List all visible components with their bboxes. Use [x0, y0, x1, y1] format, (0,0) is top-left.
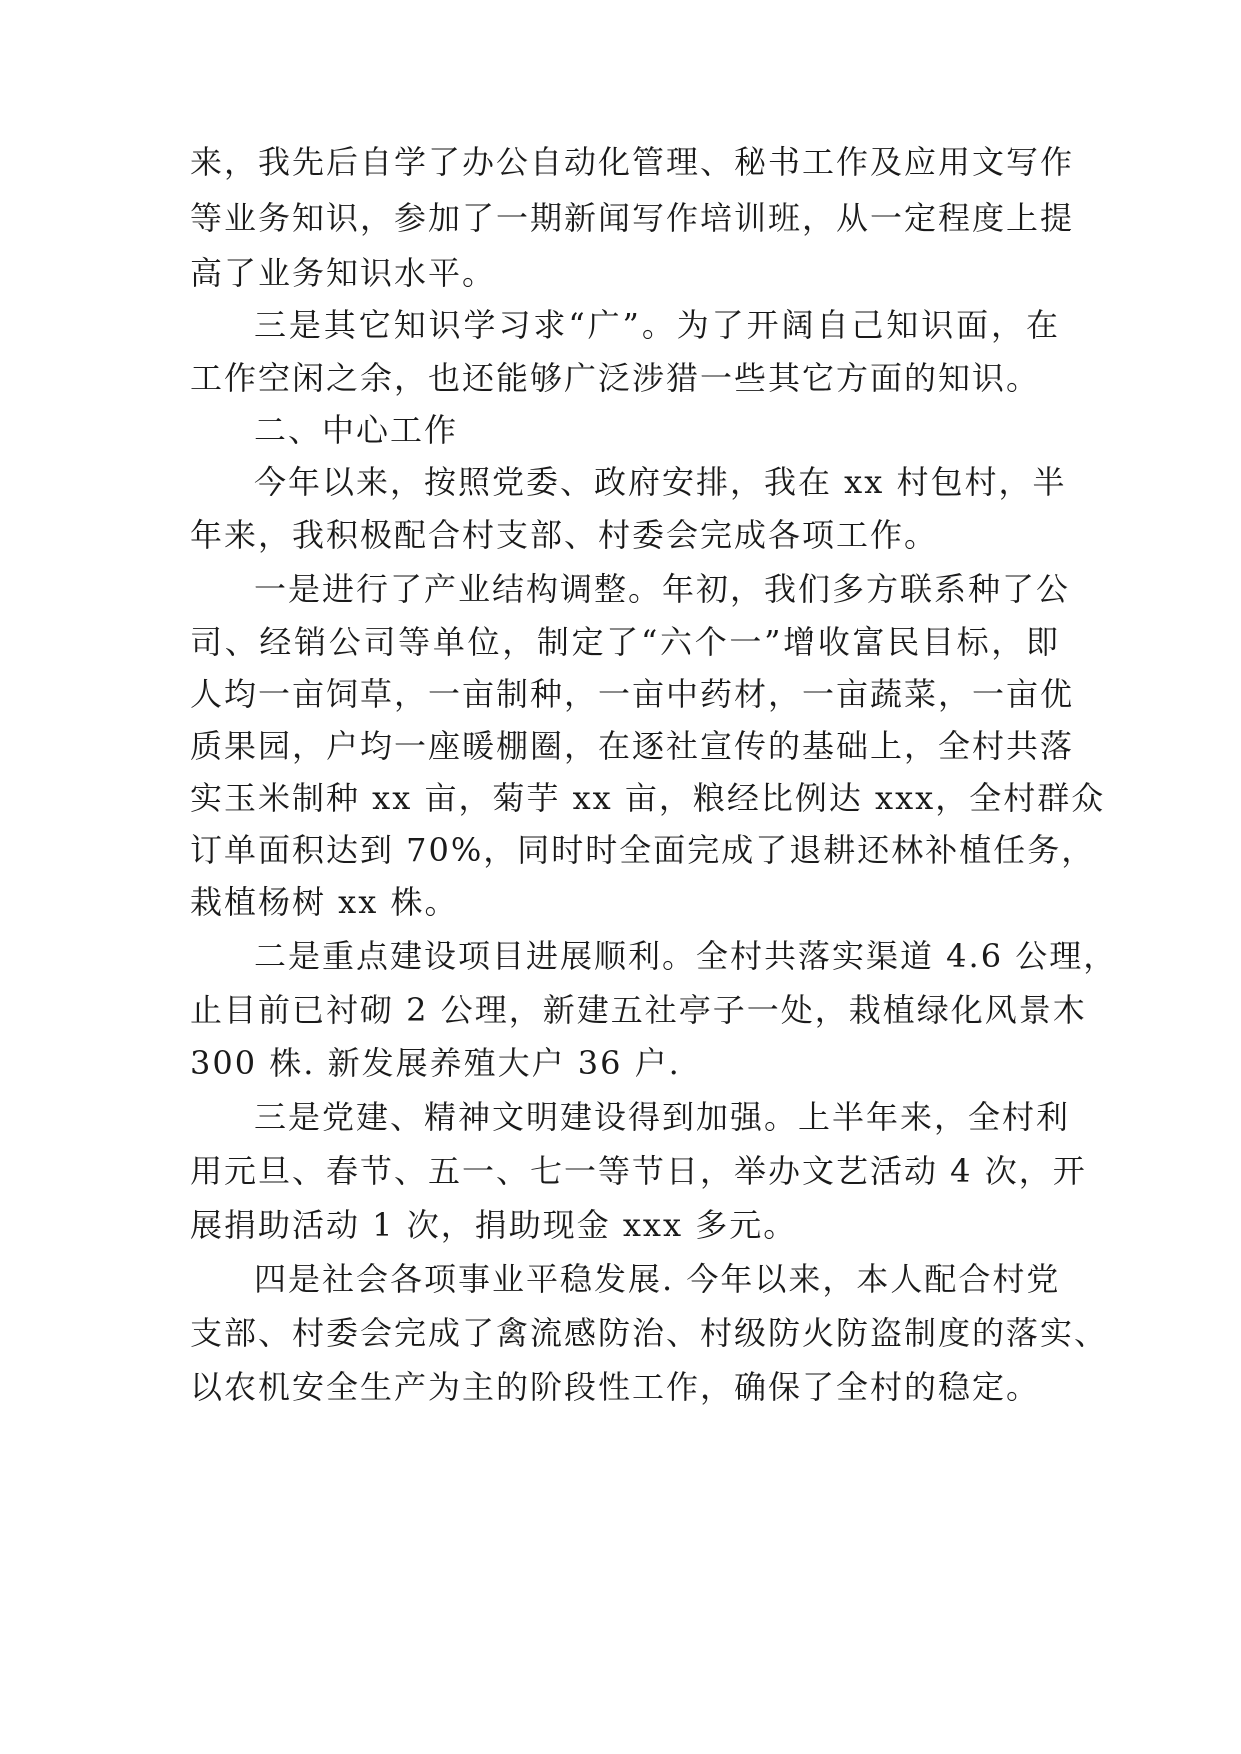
text-line: 支部、村委会完成了禽流感防治、村级防火防盗制度的落实、: [190, 1314, 1109, 1352]
text-line: 止目前已衬砌 2 公理，新建五社亭子一处，栽植绿化风景木: [190, 991, 1087, 1029]
text-line: 司、经销公司等单位，制定了“六个一”增收富民目标，即: [190, 623, 1060, 661]
text-line: 质果园，户均一座暖棚圈，在逐社宣传的基础上，全村共落: [190, 727, 1075, 765]
text-line: 订单面积达到 70%，同时时全面完成了退耕还林补植任务，: [190, 831, 1096, 869]
text-line: 今年以来，按照党委、政府安排，我在 xx 村包村，半: [254, 463, 1067, 501]
text-line: 实玉米制种 xx 亩，菊芋 xx 亩，粮经比例达 xxx，全村群众: [190, 779, 1106, 817]
text-line: 以农机安全生产为主的阶段性工作，确保了全村的稳定。: [190, 1368, 1041, 1406]
text-line: 一是进行了产业结构调整。年初，我们多方联系种了公: [254, 570, 1071, 608]
text-line: 工作空闲之余，也还能够广泛涉猎一些其它方面的知识。: [190, 359, 1041, 397]
text-line: 300 株. 新发展养殖大户 36 户.: [190, 1044, 681, 1082]
text-line: 三是党建、精神文明建设得到加强。上半年来，全村利: [254, 1098, 1071, 1136]
text-line: 二是重点建设项目进展顺利。全村共落实渠道 4.6 公理，: [254, 937, 1118, 975]
text-line: 高了业务知识水平。: [190, 254, 497, 292]
text-line: 年来，我积极配合村支部、村委会完成各项工作。: [190, 516, 939, 554]
text-line: 展捐助活动 1 次，捐助现金 xxx 多元。: [190, 1206, 798, 1244]
text-line: 四是社会各项事业平稳发展. 今年以来，本人配合村党: [254, 1260, 1061, 1298]
text-line: 人均一亩饲草，一亩制种，一亩中药材，一亩蔬菜，一亩优: [190, 675, 1075, 713]
text-line: 等业务知识，参加了一期新闻写作培训班，从一定程度上提: [190, 199, 1075, 237]
text-line: 用元旦、春节、五一、七一等节日，举办文艺活动 4 次，开: [190, 1152, 1087, 1190]
text-line: 三是其它知识学习求“广”。为了开阔自己知识面，在: [254, 306, 1060, 344]
text-line: 来，我先后自学了办公自动化管理、秘书工作及应用文写作: [190, 143, 1075, 181]
section-heading: 二、中心工作: [254, 411, 459, 449]
text-line: 栽植杨树 xx 株。: [190, 883, 459, 921]
